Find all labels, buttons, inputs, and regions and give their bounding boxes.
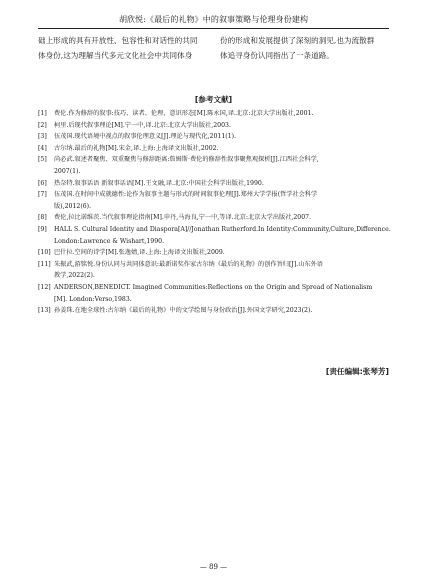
references-heading: [参考文献] xyxy=(194,95,233,104)
reference-number: [11] xyxy=(38,260,51,268)
reference-number: [7] xyxy=(38,191,47,199)
reference-item xyxy=(38,108,389,120)
reference-text: ANDERSON,BENEDICT. Imagined Communities:Reflections on the Origin and Spread of Nationalism xyxy=(54,283,373,291)
running-header: 胡欣悦:《最后的礼物》中的叙事策略与伦理身份建构 xyxy=(118,15,309,24)
reference-number: [13] xyxy=(38,307,51,315)
reference-text: 伍茂国.现代语境中视点的叙事伦理意义[J].理论与现代化,2011(1). xyxy=(54,133,236,141)
responsible-editor: [责任编辑:张琴芳] xyxy=(325,367,389,376)
body-line: 体身份,这为理解当代多元文化社会中共同体身 xyxy=(38,50,193,60)
reference-item xyxy=(38,224,389,247)
reference-number: [5] xyxy=(38,156,47,164)
reference-number: [10] xyxy=(38,249,51,257)
reference-number: [9] xyxy=(38,225,47,233)
reference-text: 巴什拉.空间的诗学[M].张逸婧,译.上海:上海译文出版社,2009. xyxy=(54,249,225,257)
reference-text: [M]. London:Verso,1983. xyxy=(54,295,132,303)
body-line: 体追寻身份认同指出了一条道路。 xyxy=(220,50,334,60)
page-number: — 89 — xyxy=(199,563,228,571)
reference-text: 古尔纳.最后的礼物[M].宋金,译.上海:上海译文出版社,2002. xyxy=(54,144,219,152)
body-column-left xyxy=(38,34,206,63)
reference-item xyxy=(38,247,389,259)
reference-text: 孙姜珠.在地全球性:古尔纳《最后的礼物》中的文学绘图与身份政治[J].外国文学研究,2023(2). xyxy=(54,307,313,315)
reference-number: [3] xyxy=(38,133,47,141)
reference-item xyxy=(38,154,389,177)
reference-number: [4] xyxy=(38,144,47,152)
reference-text: 朱振武,游铭悦.身份认同与共同体意识:最新诺奖作家古尔纳《最后的礼物》的创作旨归[J].山东外语 xyxy=(54,260,323,268)
body-line: 份的形成和发展提供了深刻的洞见,也为流散群 xyxy=(220,36,375,45)
reference-number: [6] xyxy=(38,179,47,187)
reference-text: 柯里.后现代叙事理论[M].宁一中,译.北京:北京大学出版社,2003. xyxy=(54,121,231,129)
reference-item xyxy=(38,131,389,143)
reference-text: HALL S. Cultural Identity and Diaspora[A]//Jonathan Rutherford.In Identity:Community,Culture,Difference. xyxy=(54,225,391,233)
reference-text: 费伦.作为修辞的叙事:技巧、读者、伦理、意识形态[M].陈永国,译.北京:北京大学出版社,2001. xyxy=(54,110,314,117)
body-column-right xyxy=(220,34,388,63)
reference-text: 教学,2022(2). xyxy=(54,272,95,280)
reference-text: London:Lawrence & Wishart,1990. xyxy=(54,237,165,245)
reference-number: [1] xyxy=(38,110,47,117)
body-line: 础上形成的具有开放性、包容性和对话性的共同 xyxy=(38,36,198,45)
reference-text: 版),2012(6). xyxy=(54,202,92,210)
reference-number: [8] xyxy=(38,214,47,222)
reference-text: 2007(1). xyxy=(54,167,81,175)
reference-text: 费伦,拉比诺维茨.当代叙事理论指南[M].申丹,马海良,宁一中,等译.北京:北京大学出版社,2007. xyxy=(54,214,312,222)
reference-item xyxy=(38,212,389,224)
header-divider xyxy=(38,28,389,29)
reference-item xyxy=(38,305,389,317)
reference-text: 尚必武.叙述者聚焦、双重聚焦与修辞距离:詹姆斯·费伦的修辞性叙事聚焦观探析[J].江西社会科学, xyxy=(54,156,319,164)
reference-list xyxy=(38,108,389,317)
reference-number: [12] xyxy=(38,283,51,291)
reference-text: 热奈特.叙事话语 新叙事话语[M].王文融,译.北京:中国社会科学出版社,1990. xyxy=(54,179,264,187)
reference-number: [2] xyxy=(38,121,47,129)
reference-item xyxy=(38,120,389,132)
reference-item xyxy=(38,189,389,212)
reference-item xyxy=(38,143,389,155)
reference-text: 伍茂国.在时间中成就德性:论作为叙事主题与形式的时间叙事伦理[J].郑州大学学报(哲学社会科学 xyxy=(54,191,318,199)
reference-item xyxy=(38,282,389,305)
reference-item xyxy=(38,178,389,190)
reference-item xyxy=(38,259,389,282)
